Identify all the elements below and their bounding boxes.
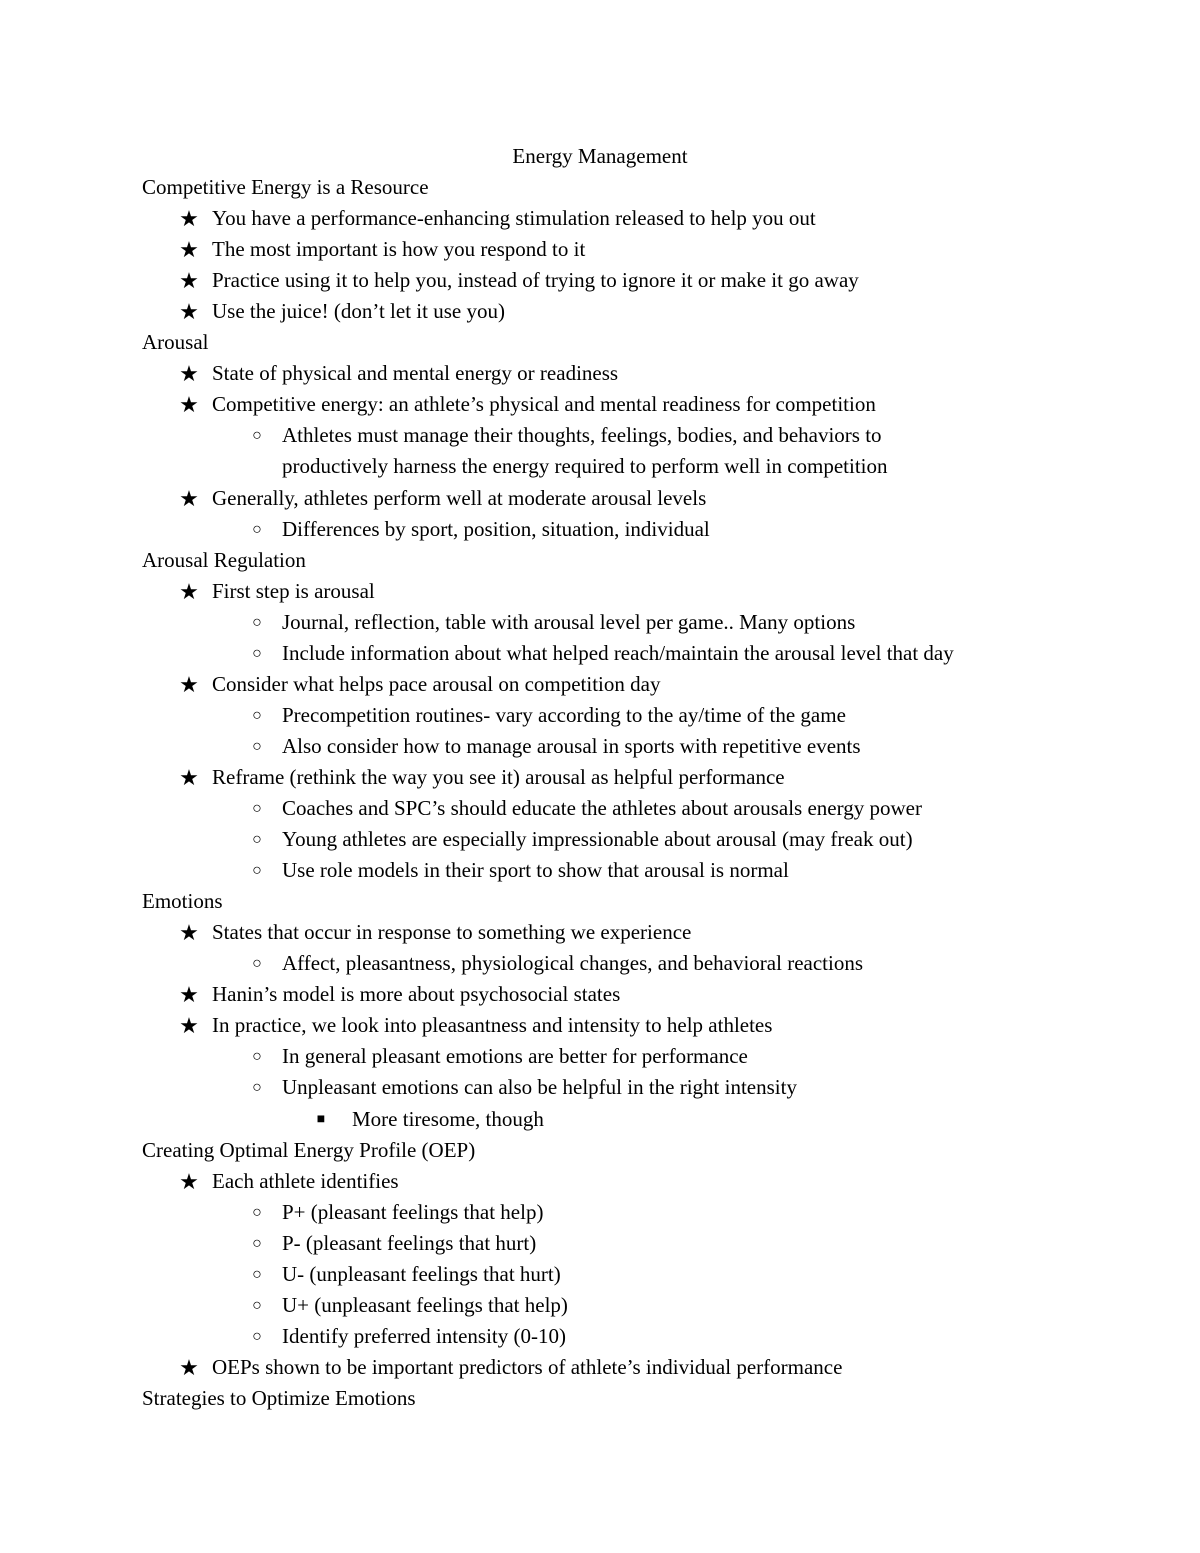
line-text: Unpleasant emotions can also be helpful in the right intensity [282, 1075, 797, 1100]
line-text: You have a performance-enhancing stimulation released to help you out [212, 206, 816, 231]
line-text: Consider what helps pace arousal on competition day [212, 671, 661, 696]
circle-bullet-icon: ○ [252, 831, 262, 849]
line-text: First step is arousal [212, 578, 375, 603]
circle-bullet-icon: ○ [252, 1327, 262, 1345]
sub-bullet-item [0, 1259, 1200, 1290]
bullet-item [0, 203, 1200, 234]
circle-bullet-icon: ○ [252, 706, 262, 724]
star-bullet-icon: ★ [179, 361, 199, 387]
line-text: OEPs shown to be important predictors of athlete’s individual performance [212, 1354, 843, 1379]
sub-bullet-item [0, 824, 1200, 855]
star-bullet-icon: ★ [179, 920, 199, 946]
circle-bullet-icon: ○ [252, 737, 262, 755]
sub-bullet-item [0, 948, 1200, 979]
sub-bullet-item [0, 731, 1200, 762]
bullet-continuation [0, 451, 1200, 482]
circle-bullet-icon: ○ [252, 862, 262, 880]
line-text: Arousal Regulation [142, 547, 306, 572]
star-bullet-icon: ★ [179, 764, 199, 790]
line-text: Emotions [142, 889, 223, 914]
circle-bullet-icon: ○ [252, 1079, 262, 1097]
bullet-item [0, 669, 1200, 700]
star-bullet-icon: ★ [179, 1013, 199, 1039]
sub-bullet-item [0, 514, 1200, 545]
line-text: Athletes must manage their thoughts, feelings, bodies, and behaviors to [282, 423, 882, 448]
sub-bullet-item [0, 607, 1200, 638]
circle-bullet-icon: ○ [252, 1296, 262, 1314]
star-bullet-icon: ★ [179, 268, 199, 294]
circle-bullet-icon: ○ [252, 1265, 262, 1283]
line-text: More tiresome, though [352, 1106, 544, 1131]
line-text: Competitive energy: an athlete’s physical and mental readiness for competition [212, 392, 876, 417]
line-text: States that occur in response to something we experience [212, 920, 692, 945]
line-text: U+ (unpleasant feelings that help) [282, 1292, 568, 1317]
circle-bullet-icon: ○ [252, 800, 262, 817]
sub-bullet-item [0, 855, 1200, 886]
sub-bullet-item [0, 1321, 1200, 1352]
sub-bullet-item [0, 1041, 1200, 1072]
line-text: productively harness the energy required to perform well in competition [282, 454, 888, 479]
line-text: Strategies to Optimize Emotions [142, 1385, 416, 1410]
line-text: In practice, we look into pleasantness and intensity to help athletes [212, 1013, 773, 1038]
line-text: U- (unpleasant feelings that hurt) [282, 1261, 561, 1286]
bullet-item [0, 296, 1200, 327]
line-text: Affect, pleasantness, physiological changes, and behavioral reactions [282, 951, 863, 976]
bullet-item [0, 358, 1200, 389]
line-text: Include information about what helped reach/maintain the arousal level that day [282, 640, 954, 665]
sub-bullet-item [0, 700, 1200, 731]
star-bullet-icon: ★ [179, 206, 199, 232]
star-bullet-icon: ★ [179, 485, 199, 511]
section-heading [0, 1383, 1200, 1414]
circle-bullet-icon: ○ [252, 613, 262, 631]
star-bullet-icon: ★ [179, 1354, 199, 1380]
section-heading [0, 545, 1200, 576]
circle-bullet-icon: ○ [252, 1203, 262, 1221]
square-bullet-icon: ■ [316, 1111, 326, 1127]
section-heading [0, 172, 1200, 203]
bullet-item [0, 762, 1200, 793]
line-text: Use role models in their sport to show that arousal is normal [282, 858, 789, 883]
star-bullet-icon: ★ [179, 237, 199, 263]
line-text: Also consider how to manage arousal in sports with repetitive events [282, 733, 861, 758]
circle-bullet-icon: ○ [252, 520, 262, 538]
page-title: Energy Management [512, 144, 688, 168]
bullet-item [0, 1010, 1200, 1041]
line-text: The most important is how you respond to it [212, 237, 586, 262]
sub-bullet-item [0, 638, 1200, 669]
line-text: Journal, reflection, table with arousal level per game.. Many options [282, 609, 856, 634]
line-text: Competitive Energy is a Resource [142, 175, 429, 199]
line-text: Identify preferred intensity (0-10) [282, 1323, 566, 1348]
bullet-item [0, 917, 1200, 948]
line-text: Coaches and SPC’s should educate the athletes about arousals energy power [282, 796, 922, 820]
circle-bullet-icon: ○ [252, 955, 262, 973]
line-text: Use the juice! (don’t let it use you) [212, 299, 505, 324]
line-text: Hanin’s model is more about psychosocial states [212, 982, 621, 1007]
line-text: P+ (pleasant feelings that help) [282, 1199, 544, 1224]
line-text: Differences by sport, position, situation, individual [282, 516, 710, 541]
section-heading [0, 327, 1200, 358]
sub-bullet-item [0, 1072, 1200, 1103]
star-bullet-icon: ★ [179, 671, 199, 697]
section-heading [0, 1135, 1200, 1166]
sub-sub-bullet-item [0, 1104, 1200, 1135]
line-text: Precompetition routines- vary according to the ay/time of the game [282, 702, 846, 727]
star-bullet-icon: ★ [179, 578, 199, 604]
sub-bullet-item [0, 1228, 1200, 1259]
sub-bullet-item [0, 1197, 1200, 1228]
star-bullet-icon: ★ [179, 299, 199, 325]
bullet-item [0, 234, 1200, 265]
sub-bullet-item [0, 420, 1200, 451]
line-text: P- (pleasant feelings that hurt) [282, 1230, 537, 1255]
circle-bullet-icon: ○ [252, 644, 262, 662]
line-text: Reframe (rethink the way you see it) arousal as helpful performance [212, 764, 785, 789]
line-text: State of physical and mental energy or readiness [212, 361, 619, 386]
line-text: Arousal [142, 330, 209, 355]
section-heading [0, 886, 1200, 917]
bullet-item [0, 483, 1200, 514]
circle-bullet-icon: ○ [252, 427, 262, 445]
bullet-item [0, 576, 1200, 607]
sub-bullet-item [0, 793, 1200, 824]
bullet-item [0, 979, 1200, 1010]
line-text: In general pleasant emotions are better for performance [282, 1044, 748, 1069]
star-bullet-icon: ★ [179, 392, 199, 418]
line-text: Each athlete identifies [212, 1168, 399, 1193]
circle-bullet-icon: ○ [252, 1234, 262, 1252]
star-bullet-icon: ★ [179, 982, 199, 1008]
circle-bullet-icon: ○ [252, 1048, 262, 1066]
bullet-item [0, 265, 1200, 296]
line-text: Young athletes are especially impressionable about arousal (may freak out) [282, 827, 913, 852]
line-text: Practice using it to help you, instead of trying to ignore it or make it go away [212, 268, 859, 293]
bullet-item [0, 1352, 1200, 1383]
bullet-item [0, 389, 1200, 420]
line-text: Creating Optimal Energy Profile (OEP) [142, 1137, 476, 1162]
bullet-item [0, 1166, 1200, 1197]
star-bullet-icon: ★ [179, 1168, 199, 1194]
line-text: Generally, athletes perform well at moderate arousal levels [212, 485, 707, 510]
sub-bullet-item [0, 1290, 1200, 1321]
